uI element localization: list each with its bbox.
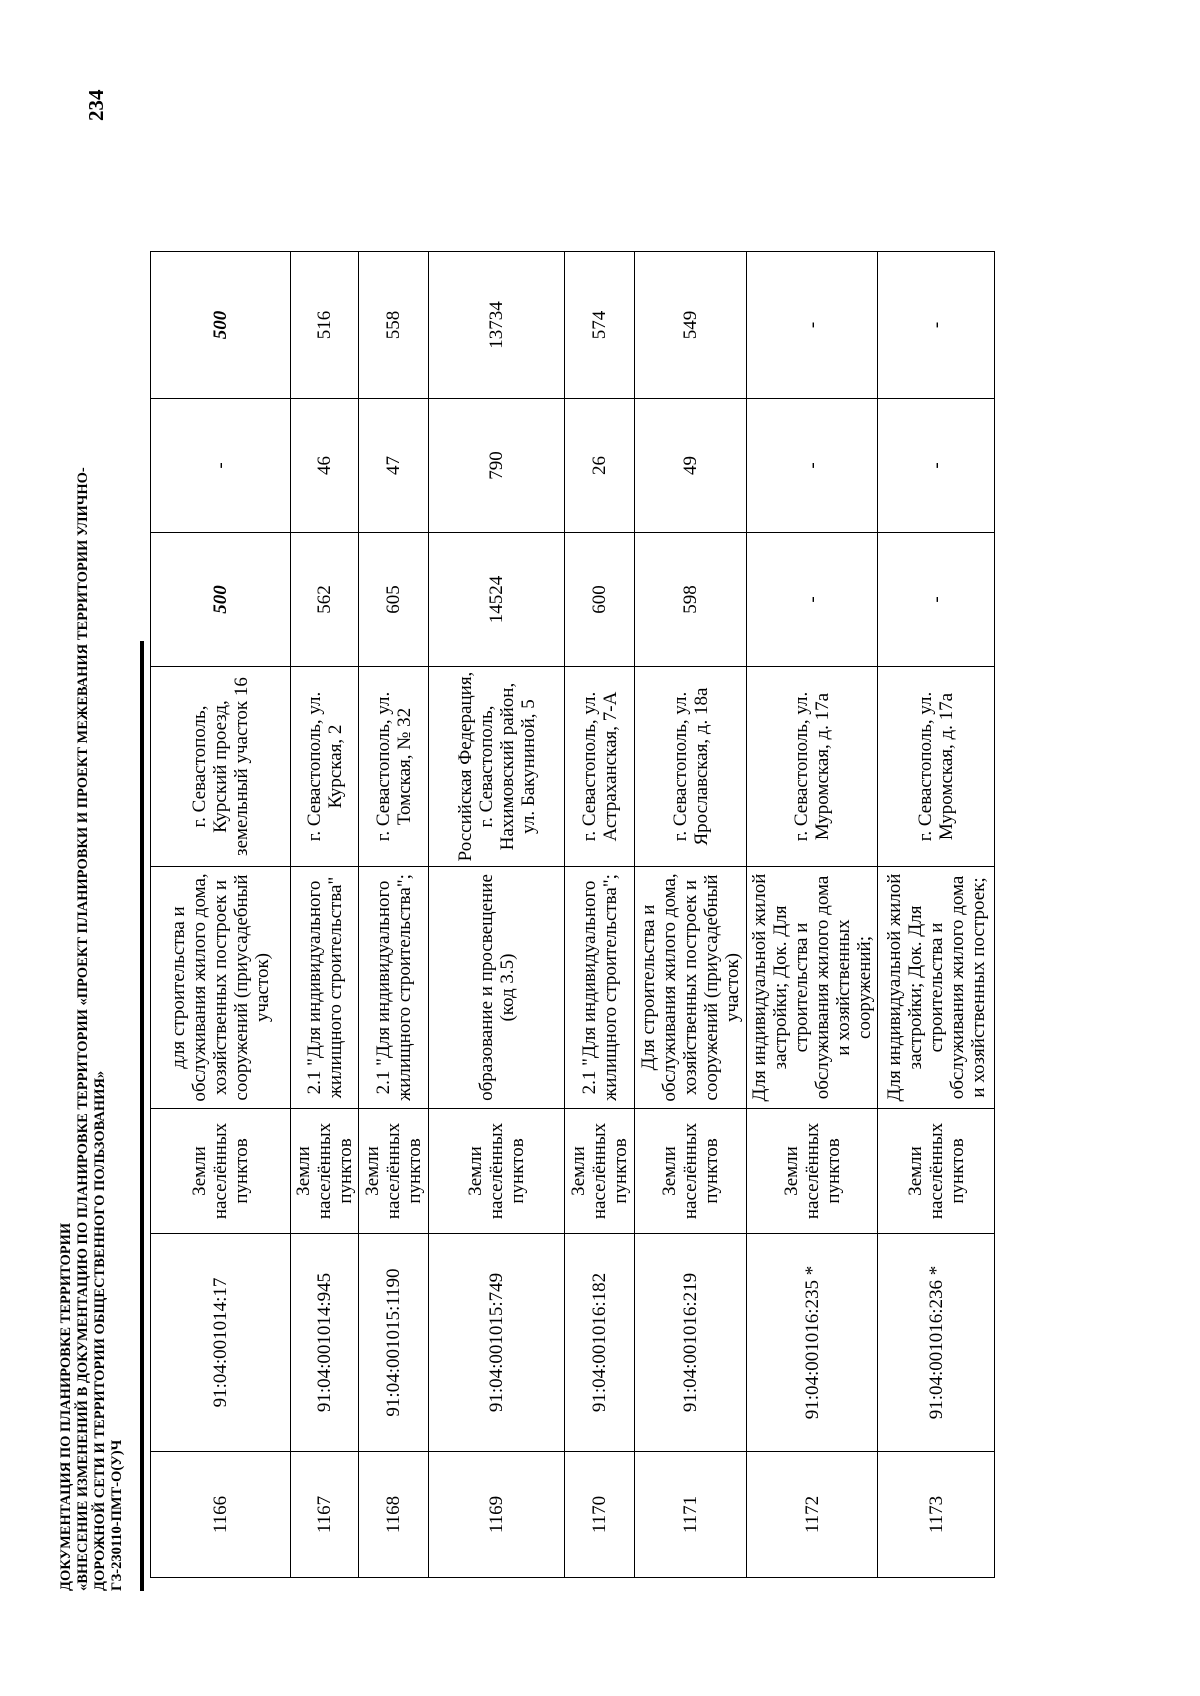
area-withdrawn: 47 — [359, 399, 429, 533]
area-total: 605 — [359, 533, 429, 667]
land-category: Земли населённых пунктов — [747, 1109, 878, 1234]
land-category: Земли населённых пунктов — [291, 1109, 359, 1234]
table-row — [747, 252, 878, 1578]
header-line-2: «ВНЕСЕНИЕ ИЗМЕНЕНИЙ В ДОКУМЕНТАЦИЮ ПО ПЛАНИРОВКЕ ТЕРРИТОРИИ «ПРОЕКТ ПЛАНИРОВКИ И ПРОЕКТ МЕЖЕВАНИЯ ТЕРРИТОРИИ УЛИЧНО- — [75, 467, 91, 1591]
land-plots-table — [150, 251, 995, 1578]
area-withdrawn: 790 — [429, 399, 565, 533]
area-remaining: 558 — [359, 252, 429, 399]
area-remaining: 549 — [635, 252, 747, 399]
area-total: 562 — [291, 533, 359, 667]
row-number: 1168 — [359, 1452, 429, 1578]
area-total: 600 — [565, 533, 635, 667]
table-row — [635, 252, 747, 1578]
cadastral-number: 91:04:001016:219 — [635, 1234, 747, 1452]
cadastral-number: 91:04:001014:17 — [151, 1234, 291, 1452]
permitted-use: 2.1 "Для индивидуального жилищного строительства" — [291, 867, 359, 1109]
area-remaining: 574 — [565, 252, 635, 399]
row-number: 1171 — [635, 1452, 747, 1578]
address: г. Севастополь, ул. Муромская, д. 17а — [747, 667, 878, 867]
land-category: Земли населённых пунктов — [565, 1109, 635, 1234]
land-category: Земли населённых пунктов — [878, 1109, 995, 1234]
cadastral-number: 91:04:001015:749 — [429, 1234, 565, 1452]
permitted-use: образование и просвещение (код 3.5) — [429, 867, 565, 1109]
cadastral-number: 91:04:001015:1190 — [359, 1234, 429, 1452]
area-withdrawn: - — [151, 399, 291, 533]
header-line-4: ГЗ-230110-ПМТ-О(У)Ч — [109, 1439, 125, 1591]
table-row — [151, 252, 291, 1578]
area-remaining: - — [747, 252, 878, 399]
address: г. Севастополь, ул. Курская, 2 — [291, 667, 359, 867]
area-remaining: 13734 — [429, 252, 565, 399]
row-number: 1170 — [565, 1452, 635, 1578]
table-row — [429, 252, 565, 1578]
table-row — [291, 252, 359, 1578]
header-line-3: ДОРОЖНОЙ СЕТИ И ТЕРРИТОРИИ ОБЩЕСТВЕННОГО ПОЛЬЗОВАНИЯ» — [92, 1070, 108, 1591]
cadastral-number: 91:04:001016:182 — [565, 1234, 635, 1452]
land-category: Земли населённых пунктов — [359, 1109, 429, 1234]
area-withdrawn: 26 — [565, 399, 635, 533]
table-row — [565, 252, 635, 1578]
area-remaining: 516 — [291, 252, 359, 399]
row-number: 1167 — [291, 1452, 359, 1578]
cadastral-number: 91:04:001014:945 — [291, 1234, 359, 1452]
address: г. Севастополь, ул. Муромская, д. 17а — [878, 667, 995, 867]
area-withdrawn: 49 — [635, 399, 747, 533]
address: Российская Федерация, г. Севастополь, Нахимовский район, ул. Бакуниной, 5 — [429, 667, 565, 867]
row-number: 1173 — [878, 1452, 995, 1578]
permitted-use: Для строительства и обслуживания жилого дома, хозяйственных построек и сооружений (приусадебный участок) — [635, 867, 747, 1109]
header-rule — [140, 641, 144, 1591]
cadastral-number: 91:04:001016:236 * — [878, 1234, 995, 1452]
permitted-use: Для индивидуальной жилой застройки; Док. Для строительства и обслуживания жилого дома и хозяйственных сооружений; — [747, 867, 878, 1109]
permitted-use: для строительства и обслуживания жилого дома, хозяйственных построек и сооружений (приусадебный участок) — [151, 867, 291, 1109]
row-number: 1169 — [429, 1452, 565, 1578]
table-row — [359, 252, 429, 1578]
table-row — [878, 252, 995, 1578]
area-withdrawn: - — [878, 399, 995, 533]
permitted-use: 2.1 "Для индивидуального жилищного строительства"; — [359, 867, 429, 1109]
area-total: 598 — [635, 533, 747, 667]
land-category: Земли населённых пунктов — [151, 1109, 291, 1234]
row-number: 1172 — [747, 1452, 878, 1578]
area-total: 14524 — [429, 533, 565, 667]
page-number: 234 — [84, 89, 108, 121]
area-remaining: - — [878, 252, 995, 399]
area-remaining: 500 — [151, 252, 291, 399]
address: г. Севастополь, ул. Томская, № 32 — [359, 667, 429, 867]
land-category: Земли населённых пунктов — [635, 1109, 747, 1234]
area-total: - — [747, 533, 878, 667]
cadastral-number: 91:04:001016:235 * — [747, 1234, 878, 1452]
area-withdrawn: 46 — [291, 399, 359, 533]
area-total: 500 — [151, 533, 291, 667]
document-header — [58, 467, 126, 1591]
land-category: Земли населённых пунктов — [429, 1109, 565, 1234]
area-withdrawn: - — [747, 399, 878, 533]
area-total: - — [878, 533, 995, 667]
header-line-1: ДОКУМЕНТАЦИЯ ПО ПЛАНИРОВКЕ ТЕРРИТОРИИ — [58, 1222, 74, 1591]
permitted-use: 2.1 "Для индивидуального жилищного строительства"; — [565, 867, 635, 1109]
permitted-use: Для индивидуальной жилой застройки; Док. Для строительства и обслуживания жилого дома и хозяйственных построек; — [878, 867, 995, 1109]
address: г. Севастополь, ул. Ярославская, д. 18а — [635, 667, 747, 867]
row-number: 1166 — [151, 1452, 291, 1578]
address: г. Севастополь, Курский проезд, земельный участок 16 — [151, 667, 291, 867]
address: г. Севастополь, ул. Астраханская, 7-А — [565, 667, 635, 867]
